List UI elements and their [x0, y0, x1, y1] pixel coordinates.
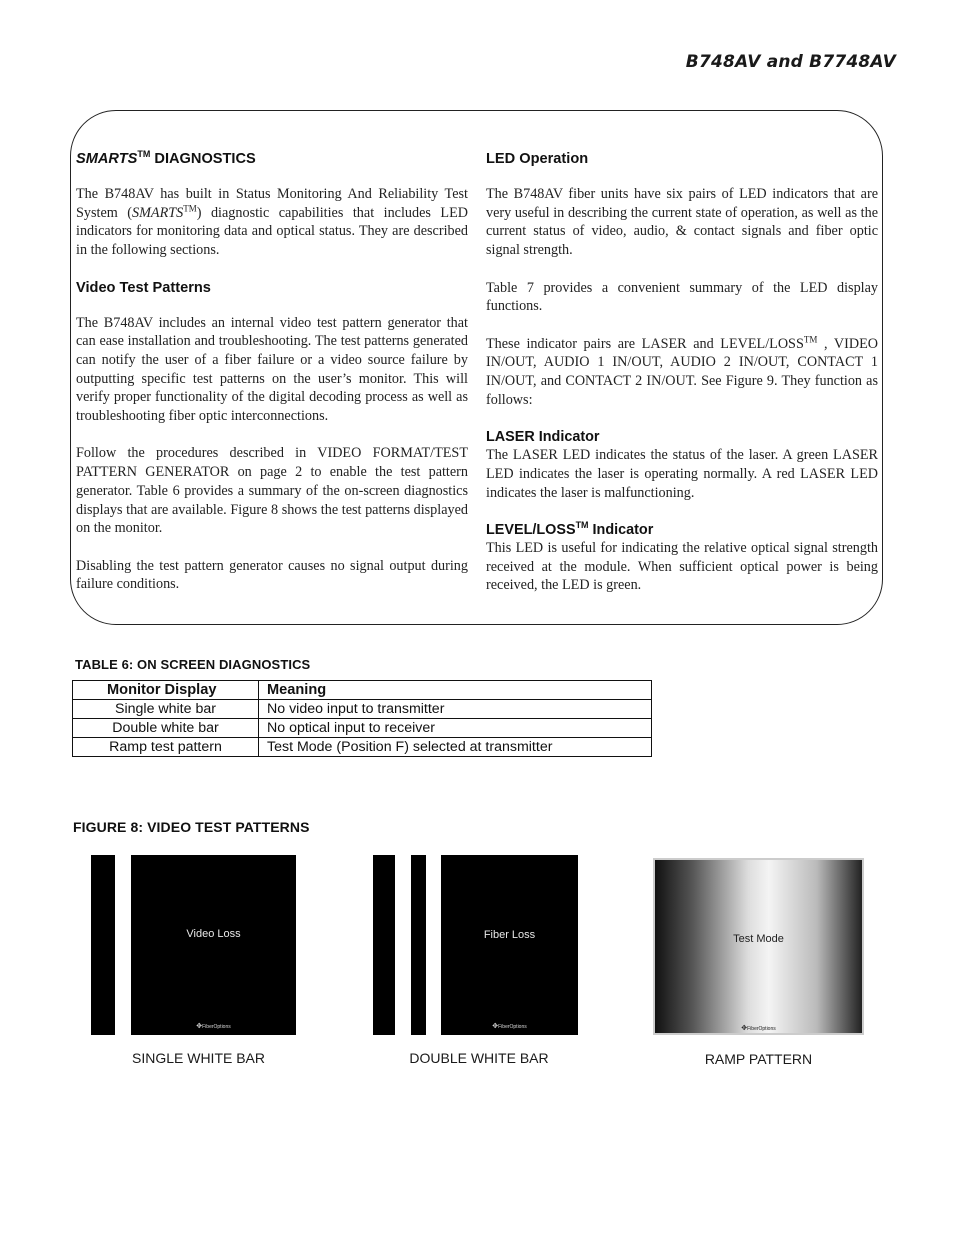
table6-label: TABLE 6: ON SCREEN DIAGNOSTICS	[75, 657, 311, 672]
video-paragraph-3: Disabling the test pattern generator causes no signal output during failure conditions.	[76, 557, 468, 593]
led-paragraph-1: The B748AV fiber units have six pairs of LED indicators that are very useful in describing the current state of operation, as well as the current status of video, audio, & contact signals and fiber optic signal strength.	[486, 186, 878, 259]
laser-paragraph: The LASER LED indicates the status of the laser. A green LASER LED indicates the laser is operating normally. A red LASER LED indicates the laser is malfunctioning.	[486, 447, 878, 501]
laser-indicator-heading: LASER Indicator	[486, 429, 600, 446]
table-cell: Ramp test pattern	[73, 738, 259, 757]
led-paragraph-2: Table 7 provides a convenient summary of the LED display functions.	[486, 279, 878, 315]
ramp-pattern-caption: RAMP PATTERN	[704, 1051, 813, 1067]
black-band	[91, 855, 115, 1035]
single-white-bar-caption: SINGLE WHITE BAR	[131, 1050, 266, 1066]
column-header-monitor-display: Monitor Display	[73, 681, 259, 700]
double-white-bar-caption: DOUBLE WHITE BAR	[409, 1050, 549, 1066]
led-operation-heading: LED Operation	[486, 151, 589, 167]
trademark-mark: TM	[137, 149, 151, 160]
ramp-pattern	[653, 858, 864, 1035]
single-white-bar-pattern	[91, 855, 296, 1035]
figure8-label: FIGURE 8: VIDEO TEST PATTERNS	[73, 819, 310, 835]
black-band	[411, 855, 426, 1035]
fiberoptions-logo: ✥FiberOptions	[492, 1023, 527, 1030]
smarts-paragraph: The B748AV has built in Status Monitoring And Reliability Test System (SMARTS™) diagnostic capabilities that includes LED indicators for monitoring data and optical status. They are described in the following sections.	[76, 186, 468, 259]
screen-message: Fiber Loss	[483, 929, 536, 941]
black-band	[373, 855, 395, 1035]
monitor-screen	[131, 855, 296, 1035]
led-paragraph-3: These indicator pairs are LASER and LEVEL/LOSS™ , VIDEO IN/OUT, AUDIO 1 IN/OUT, AUDIO 2 IN/OUT, CONTACT 1 IN/OUT, and CONTACT 2 IN/OUT. See Figure 9. They function as follows:	[486, 333, 878, 408]
level-loss-indicator-heading: LEVEL/LOSS™ Indicator	[486, 520, 654, 538]
fiberoptions-logo: ✥FiberOptions	[741, 1025, 776, 1032]
screen-message: Test Mode	[733, 933, 784, 945]
screen-message: Video Loss	[186, 928, 241, 940]
table-cell: Double white bar	[73, 719, 259, 738]
table-row	[73, 719, 652, 738]
smarts-diagnostics-heading: SMARTS™ DIAGNOSTICS	[76, 149, 256, 167]
column-header-meaning: Meaning	[259, 681, 652, 700]
table-row	[73, 738, 652, 757]
video-test-patterns-heading: Video Test Patterns	[76, 279, 211, 296]
left-column	[76, 150, 468, 613]
table-cell: Test Mode (Position F) selected at transmitter	[259, 738, 652, 757]
video-paragraph-2: Follow the procedures described in VIDEO FORMAT/TEST PATTERN GENERATOR on page 2 to enable the test pattern generator. Table 6 provides a summary of the on-screen diagnostics displays that are available. Figure 8 shows the test patterns displayed on the monitor.	[76, 445, 468, 537]
table-cell: Single white bar	[73, 700, 259, 719]
table-cell: No optical input to receiver	[259, 719, 652, 738]
table-header-row	[73, 681, 652, 700]
monitor-screen	[441, 855, 578, 1035]
video-paragraph-1: The B748AV includes an internal video test pattern generator that can ease installation and troubleshooting. The test patterns generated can notify the user of a fiber failure or a video source failure by outputting specific test patterns on the user’s monitor. This will verify proper functionality of the digital decoding process as well as troubleshooting fiber optic interconnections.	[76, 314, 468, 425]
table-cell: No video input to transmitter	[259, 700, 652, 719]
right-column	[486, 150, 878, 614]
double-white-bar-pattern	[373, 855, 578, 1035]
fiberoptions-logo: ✥FiberOptions	[196, 1023, 231, 1030]
level-loss-paragraph: This LED is useful for indicating the relative optical signal strength received at the module. When sufficient optical power is being received, the LED is green.	[486, 539, 878, 594]
document-header-title: B748AV and B7748AV	[685, 52, 896, 72]
table-row	[73, 700, 652, 719]
on-screen-diagnostics-table	[72, 680, 652, 757]
